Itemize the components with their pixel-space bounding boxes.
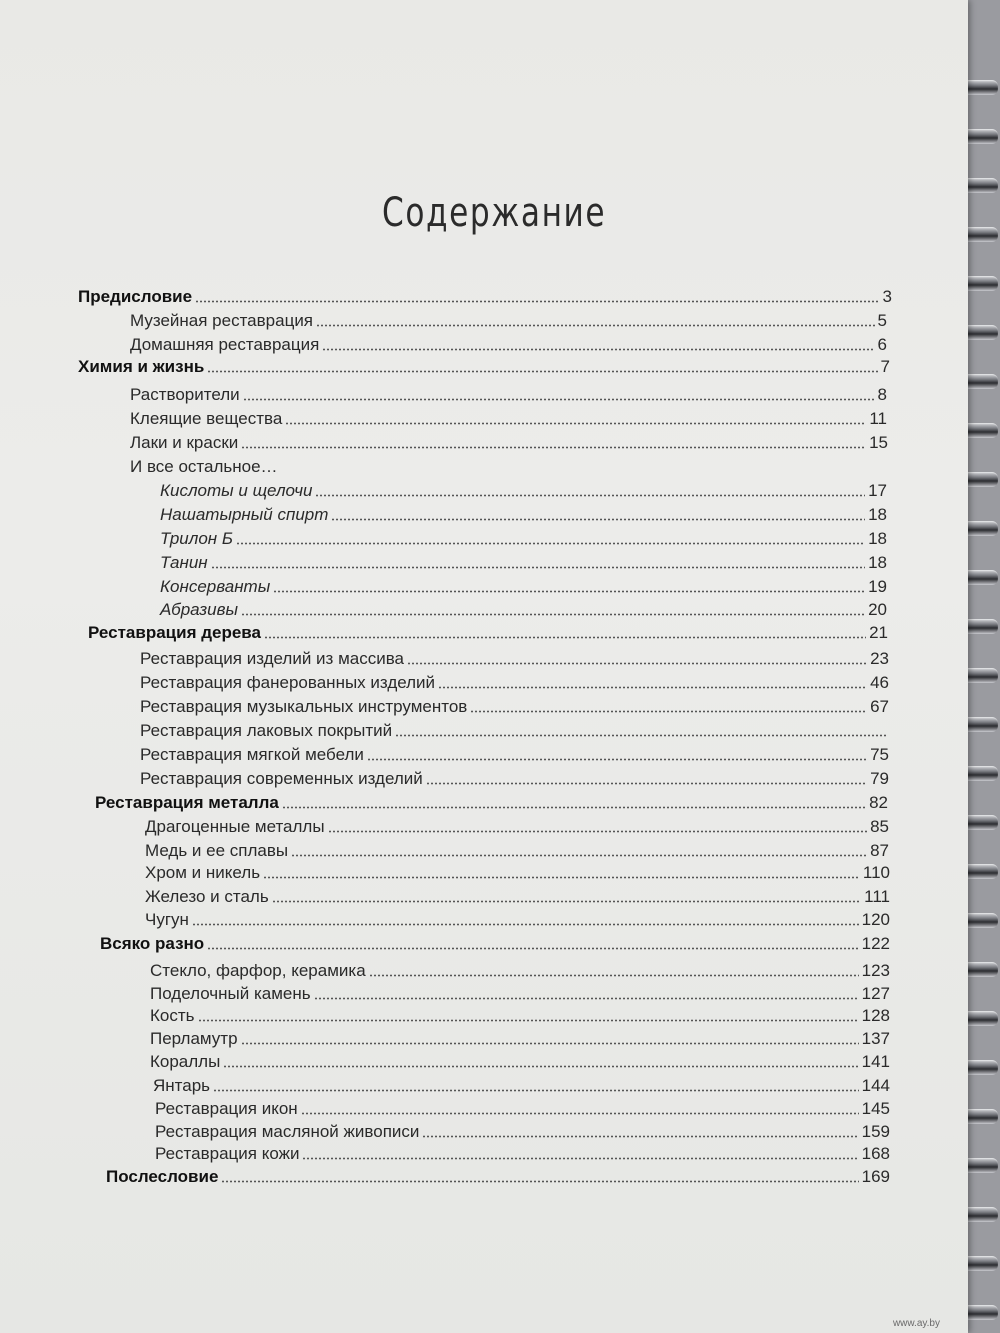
toc-page-number: 120: [861, 910, 890, 929]
toc-leader-dots: [241, 613, 865, 616]
toc-entry: [150, 1025, 890, 1049]
toc-page-number: 141: [861, 1052, 890, 1071]
toc-leader-dots: [291, 854, 867, 857]
toc-leader-dots: [241, 446, 866, 449]
toc-entry-label: Реставрация лаковых покрытий: [140, 721, 393, 740]
toc-entry-label: Реставрация мягкой мебели: [140, 745, 364, 764]
toc-entry: [140, 645, 889, 669]
toc-page-number: 79: [870, 769, 889, 788]
toc-entry: [130, 453, 600, 477]
toc-page-number: 122: [861, 934, 890, 953]
toc-page-number: 137: [861, 1029, 890, 1048]
toc-entry: [140, 717, 889, 741]
toc-page-number: 87: [870, 841, 889, 860]
toc-page-number: 20: [868, 600, 887, 619]
toc-leader-dots: [236, 542, 865, 545]
toc-entry: [78, 353, 890, 377]
toc-leader-dots: [195, 300, 879, 303]
toc-entry: [140, 693, 889, 717]
toc-page-number: 18: [868, 529, 887, 548]
toc-leader-dots: [207, 947, 858, 950]
toc-leader-dots: [285, 422, 866, 425]
toc-entry-label: Абразивы: [160, 600, 238, 619]
toc-entry-label: И все остальное…: [130, 457, 278, 476]
toc-entry-label: Кислоты и щелочи: [160, 481, 313, 500]
toc-leader-dots: [422, 1135, 858, 1138]
toc-leader-dots: [314, 997, 859, 1000]
toc-entry: [130, 381, 887, 405]
toc-entry: [106, 1163, 890, 1187]
toc-entry: [155, 1140, 890, 1164]
toc-entry-label: Клеящие вещества: [130, 409, 283, 428]
toc-entry-label: Химия и жизнь: [78, 357, 205, 376]
toc-entry-label: Танин: [160, 553, 208, 572]
toc-page-number: 18: [868, 553, 887, 572]
toc-page-number: 145: [861, 1099, 890, 1118]
toc-entry: [130, 307, 887, 331]
toc-leader-dots: [282, 806, 866, 809]
toc-entry: [78, 283, 892, 307]
toc-entry: [95, 789, 888, 813]
toc-entry: [160, 549, 887, 573]
toc-page-number: 15: [869, 433, 888, 452]
toc-entry: [140, 741, 889, 765]
toc-leader-dots: [369, 974, 859, 977]
toc-entry: [140, 669, 889, 693]
toc-leader-dots: [322, 348, 874, 351]
toc-leader-dots: [223, 1065, 858, 1068]
toc-entry-label: Медь и ее сплавы: [145, 841, 289, 860]
toc-entry: [130, 405, 887, 429]
toc-entry-label: Реставрация икон: [155, 1099, 298, 1118]
toc-leader-dots: [264, 636, 866, 639]
toc-leader-dots: [426, 782, 867, 785]
toc-entry-label: Реставрация современных изделий: [140, 769, 423, 788]
toc-entry-label: Реставрация кожи: [155, 1144, 300, 1163]
toc-page-number: 85: [870, 817, 889, 836]
toc-page-number: 169: [861, 1167, 890, 1186]
toc-entry-label: Растворители: [130, 385, 240, 404]
toc-leader-dots: [243, 398, 875, 401]
toc-page-number: 144: [861, 1076, 890, 1095]
toc-entry: [155, 1118, 890, 1142]
toc-entry: [145, 837, 889, 861]
toc-entry-label: Реставрация фанерованных изделий: [140, 673, 436, 692]
toc-leader-dots: [301, 1112, 859, 1115]
toc-entry-label: Реставрация изделий из массива: [140, 649, 405, 668]
toc-entry: [150, 1002, 890, 1026]
toc-entry: [160, 525, 887, 549]
toc-entry: [160, 596, 887, 620]
toc-leader-dots: [316, 324, 875, 327]
toc-entry: [160, 477, 887, 501]
toc-leader-dots: [198, 1019, 859, 1022]
toc-leader-dots: [213, 1089, 859, 1092]
toc-page-number: 111: [864, 887, 890, 906]
toc-entry: [130, 429, 888, 453]
page-title: Содержание: [382, 190, 607, 236]
toc-leader-dots: [263, 876, 860, 879]
toc-entry-label: Домашняя реставрация: [130, 335, 320, 354]
toc-entry-label: Реставрация музыкальных инструментов: [140, 697, 468, 716]
toc-leader-dots: [315, 494, 865, 497]
toc-page-number: 11: [869, 409, 887, 428]
toc-leader-dots: [470, 710, 867, 713]
toc-entry: [145, 813, 889, 837]
toc-entry: [130, 331, 887, 355]
toc-entry-label: Лаки и краски: [130, 433, 239, 452]
toc-entry-label: Послесловие: [106, 1167, 219, 1186]
toc-entry: [160, 573, 887, 597]
toc-page-number: 82: [869, 793, 888, 812]
toc-leader-dots: [328, 830, 868, 833]
toc-entry-label: Реставрация металла: [95, 793, 279, 812]
toc-entry-label: Драгоценные металлы: [145, 817, 325, 836]
toc-leader-dots: [241, 1042, 859, 1045]
toc-page-number: 168: [861, 1144, 890, 1163]
toc-entry-label: Консерванты: [160, 577, 271, 596]
toc-page-number: 18: [868, 505, 887, 524]
toc-leader-dots: [211, 566, 865, 569]
toc-page-number: 5: [877, 311, 887, 330]
toc-entry-label: Трилон Б: [160, 529, 233, 548]
toc-page-number: 67: [870, 697, 889, 716]
toc-entry: [150, 1048, 890, 1072]
toc-page-number: 159: [861, 1122, 890, 1141]
toc-entry: [145, 859, 890, 883]
toc-entry: [150, 957, 890, 981]
toc-entry-label: Кость: [150, 1006, 195, 1025]
toc-page-number: 75: [870, 745, 889, 764]
toc-page-number: 19: [868, 577, 887, 596]
toc-leader-dots: [367, 758, 867, 761]
toc-page-number: 7: [880, 357, 890, 376]
toc-page-number: 17: [868, 481, 887, 500]
toc-page-number: 6: [877, 335, 887, 354]
toc-page-number: 123: [861, 961, 890, 980]
toc-leader-dots: [438, 686, 867, 689]
toc-leader-dots: [331, 518, 865, 521]
toc-entry-label: Янтарь: [153, 1076, 211, 1095]
toc-page-number: 21: [869, 623, 888, 642]
toc-entry-label: Реставрация дерева: [88, 623, 261, 642]
toc-leader-dots: [302, 1157, 858, 1160]
toc-page-number: 128: [861, 1006, 890, 1025]
toc-entry-label: Поделочный камень: [150, 984, 311, 1003]
toc-entry: [88, 619, 888, 643]
toc-leader-dots: [207, 370, 877, 373]
toc-entry-label: Хром и никель: [145, 863, 261, 882]
toc-page-number: 110: [862, 863, 890, 882]
toc-entry: [153, 1072, 890, 1096]
toc-entry-label: Чугун: [145, 910, 189, 929]
toc-entry-label: Музейная реставрация: [130, 311, 314, 330]
toc-entry-label: Предисловие: [78, 287, 193, 306]
toc-page-number: 127: [861, 984, 890, 1003]
toc-page-number: 3: [882, 287, 892, 306]
toc-entry-label: Реставрация масляной живописи: [155, 1122, 420, 1141]
toc-entry-label: Всяко разно: [100, 934, 205, 953]
toc-entry: [145, 906, 890, 930]
toc-entry-label: Кораллы: [150, 1052, 221, 1071]
toc-leader-dots: [273, 590, 865, 593]
toc-page-number: 8: [877, 385, 887, 404]
toc-entry: [140, 765, 889, 789]
toc-entry: [160, 501, 887, 525]
toc-entry: [155, 1095, 890, 1119]
toc-leader-dots: [395, 734, 886, 737]
toc-page-number: 23: [870, 649, 889, 668]
toc-entry: [145, 883, 890, 907]
toc-entry-label: Стекло, фарфор, керамика: [150, 961, 366, 980]
toc-leader-dots: [192, 923, 859, 926]
toc-leader-dots: [407, 662, 867, 665]
toc-entry-label: Нашатырный спирт: [160, 505, 329, 524]
toc-leader-dots: [272, 900, 861, 903]
watermark: www.ay.by: [892, 1318, 940, 1329]
toc-entry-label: Железо и сталь: [145, 887, 269, 906]
toc-entry: [150, 980, 890, 1004]
toc-entry-label: Перламутр: [150, 1029, 238, 1048]
toc-entry: [100, 930, 890, 954]
toc-page-number: 46: [870, 673, 889, 692]
toc-leader-dots: [221, 1180, 858, 1183]
